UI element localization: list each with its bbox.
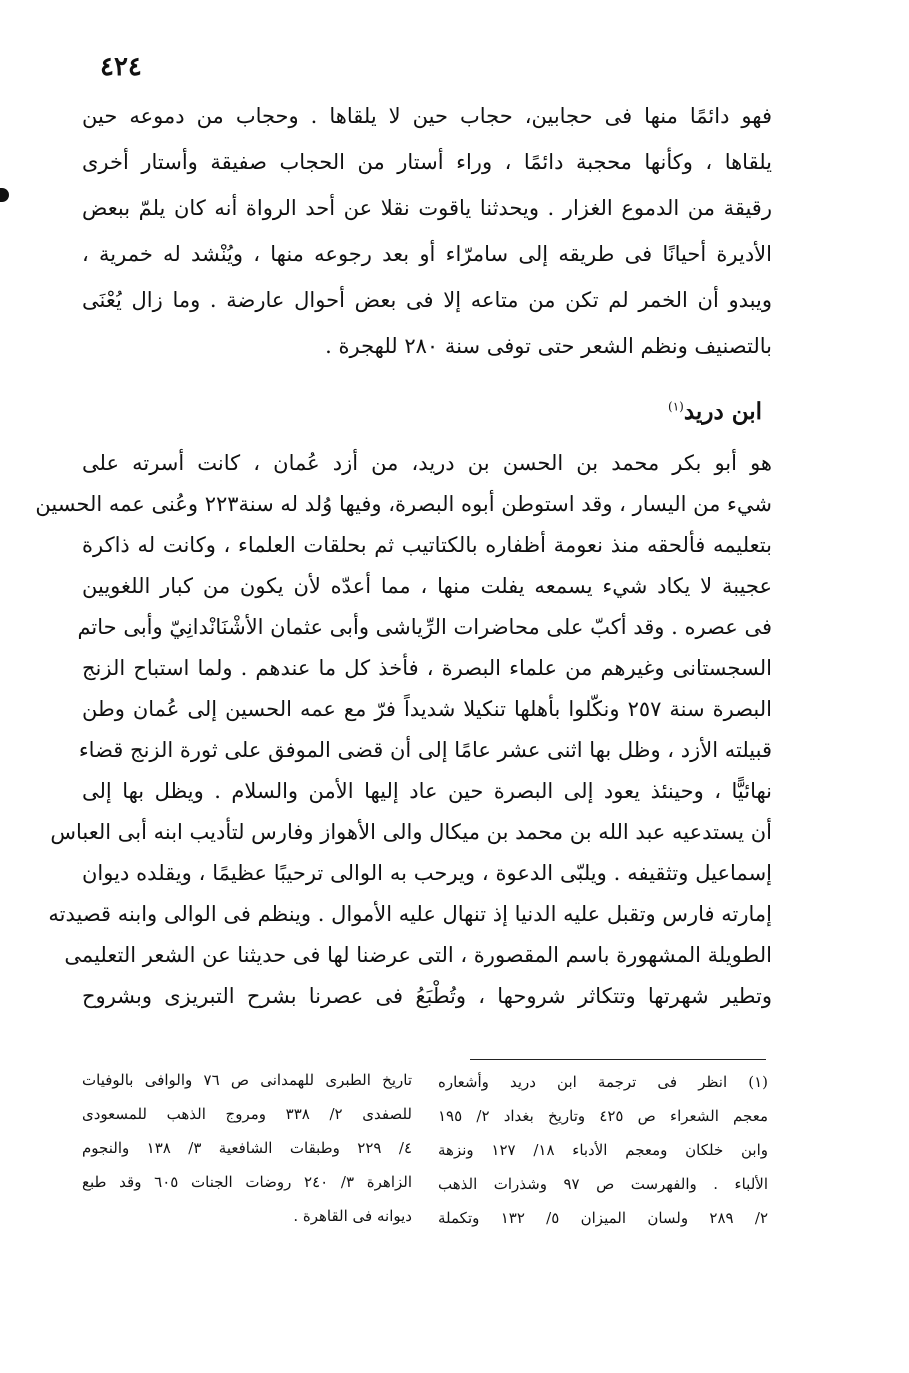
footnote-line: ٢/ ٢٨٩ ولسان الميزان ٥/ ١٣٢ وتكملة: [438, 1209, 769, 1227]
text-line: إسماعيل وتثقيفه . ويلبّى الدعوة ، ويرحب به الوالى ترحيبًا عظيمًا ، ويقلده ديوان: [82, 861, 772, 885]
text-line: نهائيًّا ، وحينئذ يعود إلى البصرة حين عاد إليها الأمن والسلام . ويظل بها إلى: [82, 779, 772, 803]
text-line: الأديرة أحيانًا فى طريقه إلى سامرّاء أو بعد رجوعه منها ، ويُنْشد له خمرية ،: [82, 242, 772, 266]
footnote-line: تاريخ الطبرى للهمدانى ص ٧٦ والوافى بالوفيات: [82, 1071, 413, 1089]
text-line: بالتصنيف ونظم الشعر حتى توفى سنة ٢٨٠ للهجرة .: [325, 334, 772, 358]
footnote-divider: [470, 1059, 766, 1060]
footnote-line: وابن خلكان ومعجم الأدباء ١٨/ ١٢٧ ونزهة: [438, 1141, 768, 1159]
text-line: هو أبو بكر محمد بن الحسن بن دريد، من أزد عُمان ، كانت أسرته على: [82, 451, 772, 475]
text-line: إمارته فارس وتقبل عليه الدنيا إذ تنهال عليه الأموال . وينظم فى الوالى وابنه قصيدته: [48, 902, 772, 926]
section-heading: [620, 398, 762, 425]
text-line: أن يستدعيه عبد الله بن محمد بن ميكال والى الأهواز وفارس لتأديب ابنه أبى العباس: [50, 820, 772, 844]
text-line: بتعليمه فألحقه منذ نعومة أظفاره بالكتاتيب ثم بحلقات العلماء ، وكانت له ذاكرة: [82, 533, 772, 557]
text-line: الطويلة المشهورة باسم المقصورة ، التى عرضنا لها فى حديثنا عن الشعر التعليمى: [64, 943, 772, 967]
text-line: فى عصره . وقد أكبّ على محاضرات الرِّياشى وأبى عثمان الأشْنَانْدانِيّ وأبى حاتم: [77, 615, 772, 639]
text-line: يلقاها ، وكأنها محجبة دائمًا ، وراء أستار من الحجاب صفيقة وأستار أخرى: [82, 150, 772, 174]
text-line: قبيلته الأزد ، وظل بها اثنى عشر عامًا إلى أن قضى الموفق على ثورة الزنج قضاء: [78, 738, 772, 762]
text-line: عجيبة لا يكاد شيء يسمعه يفلت منها ، مما أعدّه لأن يكون من كبار اللغويين: [82, 574, 772, 598]
page-number: ٤٢٤: [100, 52, 142, 82]
text-line: السجستانى وغيرهم من علماء البصرة ، فأخذ كل ما عندهم . ولما استباح الزنج: [82, 656, 772, 680]
text-line: شيء من اليسار ، وقد استوطن أبوه البصرة، وفيها وُلد له سنة٢٢٣ وعُنى عمه الحسين: [35, 492, 772, 516]
scan-edge-mark: [0, 188, 9, 202]
footnote-line: الألباء . والفهرست ص ٩٧ وشذرات الذهب: [438, 1175, 768, 1193]
text-line: وتطير شهرتها وتتكاثر شروحها ، وتُطْبَعُ فى عصرنا بشرح التبريزى وبشروح: [82, 984, 772, 1008]
text-line: ويبدو أن الخمر لم تكن من متاعه إلا فى بعض أحوال عارضة . وما زال يُعْنَى: [82, 288, 772, 312]
footnote-line: للصفدى ٢/ ٣٣٨ ومروج الذهب للمسعودى: [82, 1105, 413, 1123]
text-line: البصرة سنة ٢٥٧ ونكّلوا بأهلها تنكيلا شديداً فرّ مع عمه الحسين إلى عُمان وطن: [82, 697, 772, 721]
paragraph-2: [35, 443, 772, 1017]
text-line: فهو دائمًا منها فى حجابين، حجاب حين لا يلقاها . وحجاب من دموعه حين: [82, 104, 772, 128]
footnote-column-left: [82, 1063, 412, 1233]
footnote-line: ديوانه فى القاهرة .: [293, 1207, 412, 1225]
footnote-line: الزاهرة ٣/ ٢٤٠ روضات الجنات ٦٠٥ وقد طبع: [82, 1173, 413, 1191]
footnote-line: معجم الشعراء ص ٤٢٥ وتاريخ بغداد ٢/ ١٩٥: [438, 1107, 768, 1125]
footnote-reference: (١): [668, 399, 684, 414]
section-title: ابن دريد: [683, 398, 762, 425]
paragraph-1: [82, 93, 772, 369]
footnote-column-right: [438, 1065, 768, 1235]
footnote-line: (١) انظر فى ترجمة ابن دريد وأشعاره: [438, 1073, 768, 1091]
footnote-line: ٤/ ٢٢٩ وطبقات الشافعية ٣/ ١٣٨ والنجوم: [82, 1139, 413, 1157]
text-line: رقيقة من الدموع الغزار . ويحدثنا ياقوت نقلا عن أحد الرواة أنه كان يلمّ ببعض: [82, 196, 772, 220]
